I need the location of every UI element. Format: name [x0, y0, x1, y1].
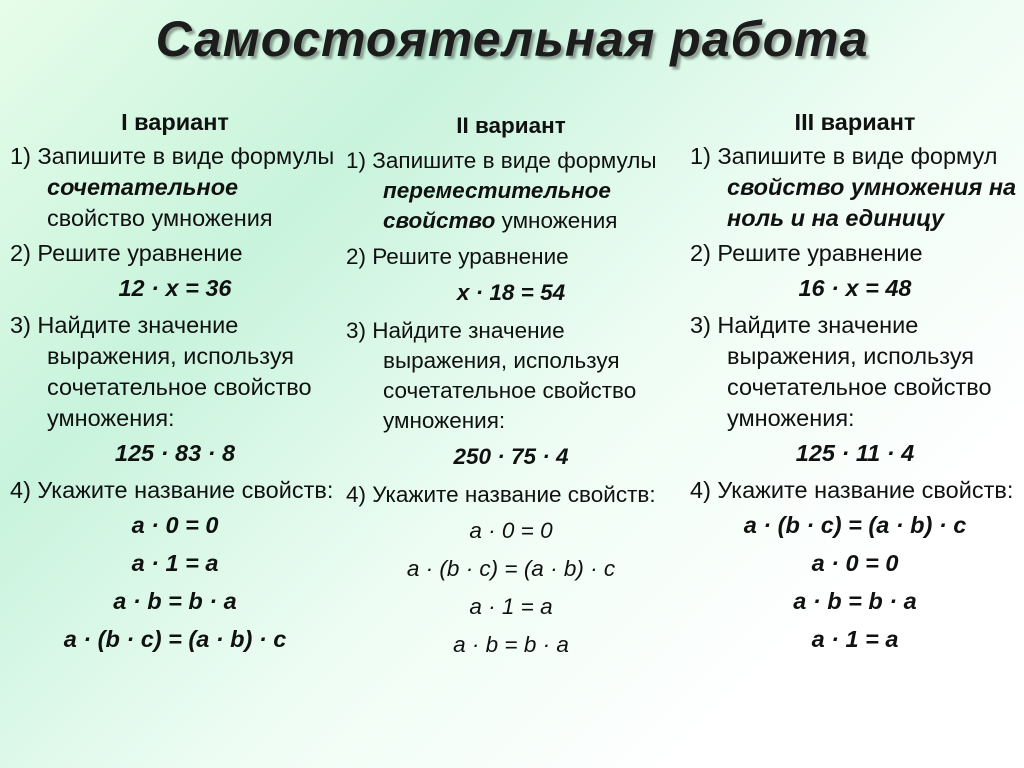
variant-1-column [10, 107, 340, 662]
task-3: 3) Найдите значение выражения, используя сочетательное свойство умножения: [346, 318, 637, 433]
property-list [346, 516, 676, 660]
property-formula: а · 1 = а [811, 626, 899, 652]
slide-title: Самостоятельная работа [155, 11, 869, 67]
property-formula: а · 1 = а [131, 550, 219, 576]
property-list [690, 510, 1020, 655]
expression: 250 · 75 · 4 [453, 444, 569, 469]
property-formula: а · 0 = 0 [131, 512, 219, 538]
task-text: Запишите в виде формулы [372, 148, 657, 173]
task-1 [690, 141, 1020, 234]
task-2: 2) Решите уравнение [10, 240, 243, 266]
expression: 125 · 83 · 8 [114, 440, 236, 466]
task-3: 3) Найдите значение выражения, используя сочетательное свойство умножения: [690, 312, 992, 431]
property-formula: а · b = b · а [453, 632, 569, 657]
equation: 16 · х = 48 [798, 275, 912, 301]
expression: 125 · 11 · 4 [795, 440, 915, 466]
property-formula: а · 0 = 0 [469, 518, 553, 543]
variant-heading: III вариант [794, 109, 916, 135]
task-1 [10, 141, 340, 234]
task-number: 1) [346, 148, 367, 173]
property-formula: а · (b · с) = (а · b) · с [406, 556, 616, 581]
task-emphasis: сочетательное [47, 174, 239, 200]
task-text-end: свойство умножения [47, 205, 273, 231]
property-formula: а · b = b · а [113, 588, 237, 614]
variant-3-column [690, 107, 1020, 662]
variant-heading: I вариант [121, 109, 229, 135]
equation: 12 · х = 36 [118, 275, 232, 301]
property-formula: а · 1 = а [469, 594, 553, 619]
task-1 [346, 146, 676, 236]
task-emphasis: переместительное свойство [383, 178, 611, 233]
task-4: 4) Укажите название свойств: [690, 477, 1014, 503]
variant-2-column [346, 111, 676, 668]
task-number: 1) [10, 143, 31, 169]
property-formula: а · b = b · а [793, 588, 917, 614]
property-formula: а · (b · с) = (а · b) · с [743, 512, 967, 538]
task-emphasis: свойство умножения на ноль и на единицу [727, 174, 1017, 231]
task-4: 4) Укажите название свойств: [10, 477, 334, 503]
property-list [10, 510, 340, 655]
task-4: 4) Укажите название свойств: [346, 482, 656, 507]
task-2: 2) Решите уравнение [690, 240, 923, 266]
task-2: 2) Решите уравнение [346, 244, 569, 269]
task-3: 3) Найдите значение выражения, используя сочетательное свойство умножения: [10, 312, 312, 431]
variant-heading: II вариант [456, 113, 566, 138]
property-formula: а · (b · с) = (а · b) · с [63, 626, 287, 652]
task-number: 1) [690, 143, 711, 169]
property-formula: а · 0 = 0 [811, 550, 899, 576]
task-text-end: умножения [501, 208, 618, 233]
task-text: Запишите в виде формулы [37, 143, 335, 169]
equation: х · 18 = 54 [456, 280, 566, 305]
task-text: Запишите в виде формул [717, 143, 998, 169]
